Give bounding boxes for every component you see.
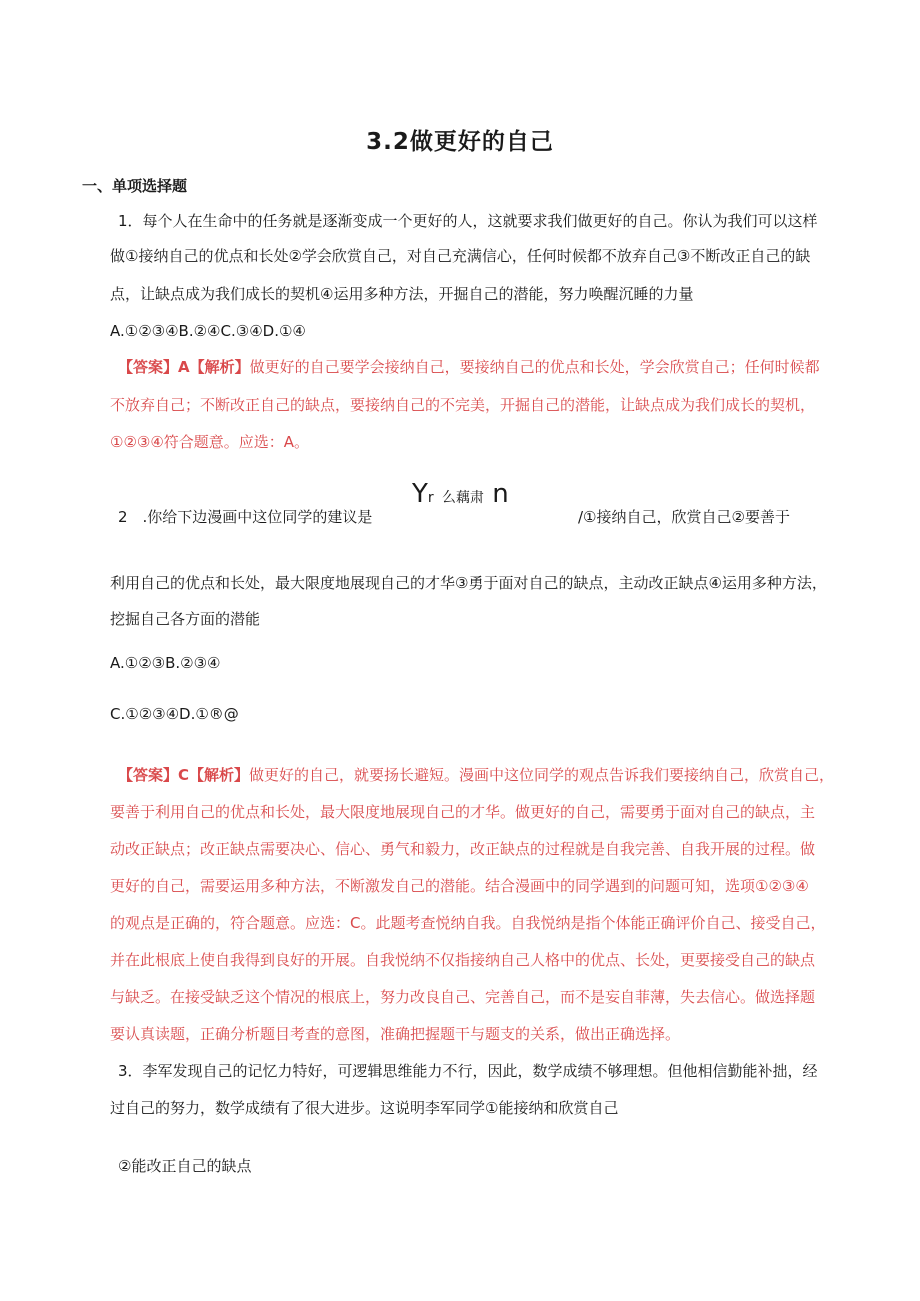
q2-answer-line-6: 并在此根底上使自我得到良好的开展。自我悦纳不仅指接纳自己人格中的优点、长处，更要接受自己的缺点 bbox=[110, 951, 816, 969]
q1-answer-tag: 【答案】A【解析】 bbox=[118, 358, 250, 376]
q3-line-2: 过自己的努力，数学成绩有了很大进步。这说明李军同学①能接纳和欣赏自己 bbox=[110, 1099, 619, 1117]
q2-answer-text-1: 做更好的自己，就要扬长避短。漫画中这位同学的观点告诉我们要接纳自己，欣赏自己， bbox=[249, 766, 835, 784]
q1-line-1: 1．每个人在生命中的任务就是逐渐变成一个更好的人，这就要求我们做更好的自己。你认为我们可以这样 bbox=[118, 212, 818, 230]
q2-answer-line-1 bbox=[118, 765, 834, 785]
q2-answer-tag: 【答案】C【解析】 bbox=[118, 766, 250, 784]
q2-answer-line-7: 与缺乏。在接受缺乏这个情况的根底上，努力改良自己、完善自己，而不是妄自菲薄，失去信心。做选择题 bbox=[110, 988, 816, 1006]
q2-answer-line-8: 要认真读题，正确分析题目考查的意图，准确把握题干与题支的关系，做出正确选择。 bbox=[110, 1025, 681, 1043]
q2-options-2: C.①②③④D.①®@ bbox=[110, 705, 239, 723]
q2-options-1: A.①②③B.②③④ bbox=[110, 654, 221, 672]
q2-line-1-right: /①接纳自己，欣赏自己②要善于 bbox=[578, 508, 790, 526]
q2-answer-line-4: 更好的自己，需要运用多种方法，不断激发自己的潜能。结合漫画中的同学遇到的问题可知，选项①②③④ bbox=[110, 877, 809, 895]
comic-ocr-artifact bbox=[412, 479, 509, 513]
q1-answer-line-2: 不放弃自己；不断改正自己的缺点，要接纳自己的不完美，开掘自己的潜能，让缺点成为我们成长的契机， bbox=[110, 396, 816, 414]
q2-line-2: 利用自己的优点和长处，最大限度地展现自己的才华③勇于面对自己的缺点，主动改正缺点④运用多种方法， bbox=[110, 574, 827, 592]
section-heading: 一、单项选择题 bbox=[82, 177, 188, 195]
artifact-letter: Y bbox=[412, 479, 428, 509]
q2-line-3: 挖掘自己各方面的潜能 bbox=[110, 610, 261, 628]
q3-line-3: ②能改正自己的缺点 bbox=[118, 1157, 252, 1175]
q2-answer-line-2: 要善于利用自己的优点和长处，最大限度地展现自己的才华。做更好的自己，需要勇于面对自己的缺点，主 bbox=[110, 803, 816, 821]
q1-answer-text-1: 做更好的自己要学会接纳自己，要接纳自己的优点和长处，学会欣赏自己；任何时候都 bbox=[249, 358, 820, 376]
page-title: 3.2做更好的自己 bbox=[366, 129, 554, 155]
q1-options: A.①②③④B.②④C.③④D.①④ bbox=[110, 322, 306, 340]
q1-answer-line-3: ①②③④符合题意。应选：A。 bbox=[110, 433, 310, 451]
q3-line-1: 3．李军发现自己的记忆力特好，可逻辑思维能力不行，因此，数学成绩不够理想。但他相信勤能补拙，经 bbox=[118, 1062, 818, 1080]
q2-line-1-left: 2 .你给下边漫画中这位同学的建议是 bbox=[118, 508, 373, 526]
artifact-end-letter: n bbox=[492, 479, 509, 509]
artifact-small-letter: r bbox=[427, 490, 434, 506]
artifact-text: 么藕肃 bbox=[441, 490, 484, 506]
q1-answer-line-1 bbox=[118, 357, 820, 377]
q1-line-2: 做①接纳自己的优点和长处②学会欣赏自己，对自己充满信心，任何时候都不放弃自己③不断改正自己的缺 bbox=[110, 247, 811, 265]
q2-answer-line-5: 的观点是正确的，符合题意。应选：C。此题考查悦纳自我。自我悦纳是指个体能正确评价自己、接受自己， bbox=[110, 914, 826, 932]
q2-answer-line-3: 动改正缺点；改正缺点需要决心、信心、勇气和毅力，改正缺点的过程就是自我完善、自我开展的过程。做 bbox=[110, 840, 816, 858]
q1-line-3: 点，让缺点成为我们成长的契机④运用多种方法，开掘自己的潜能，努力唤醒沉睡的力量 bbox=[110, 285, 694, 303]
